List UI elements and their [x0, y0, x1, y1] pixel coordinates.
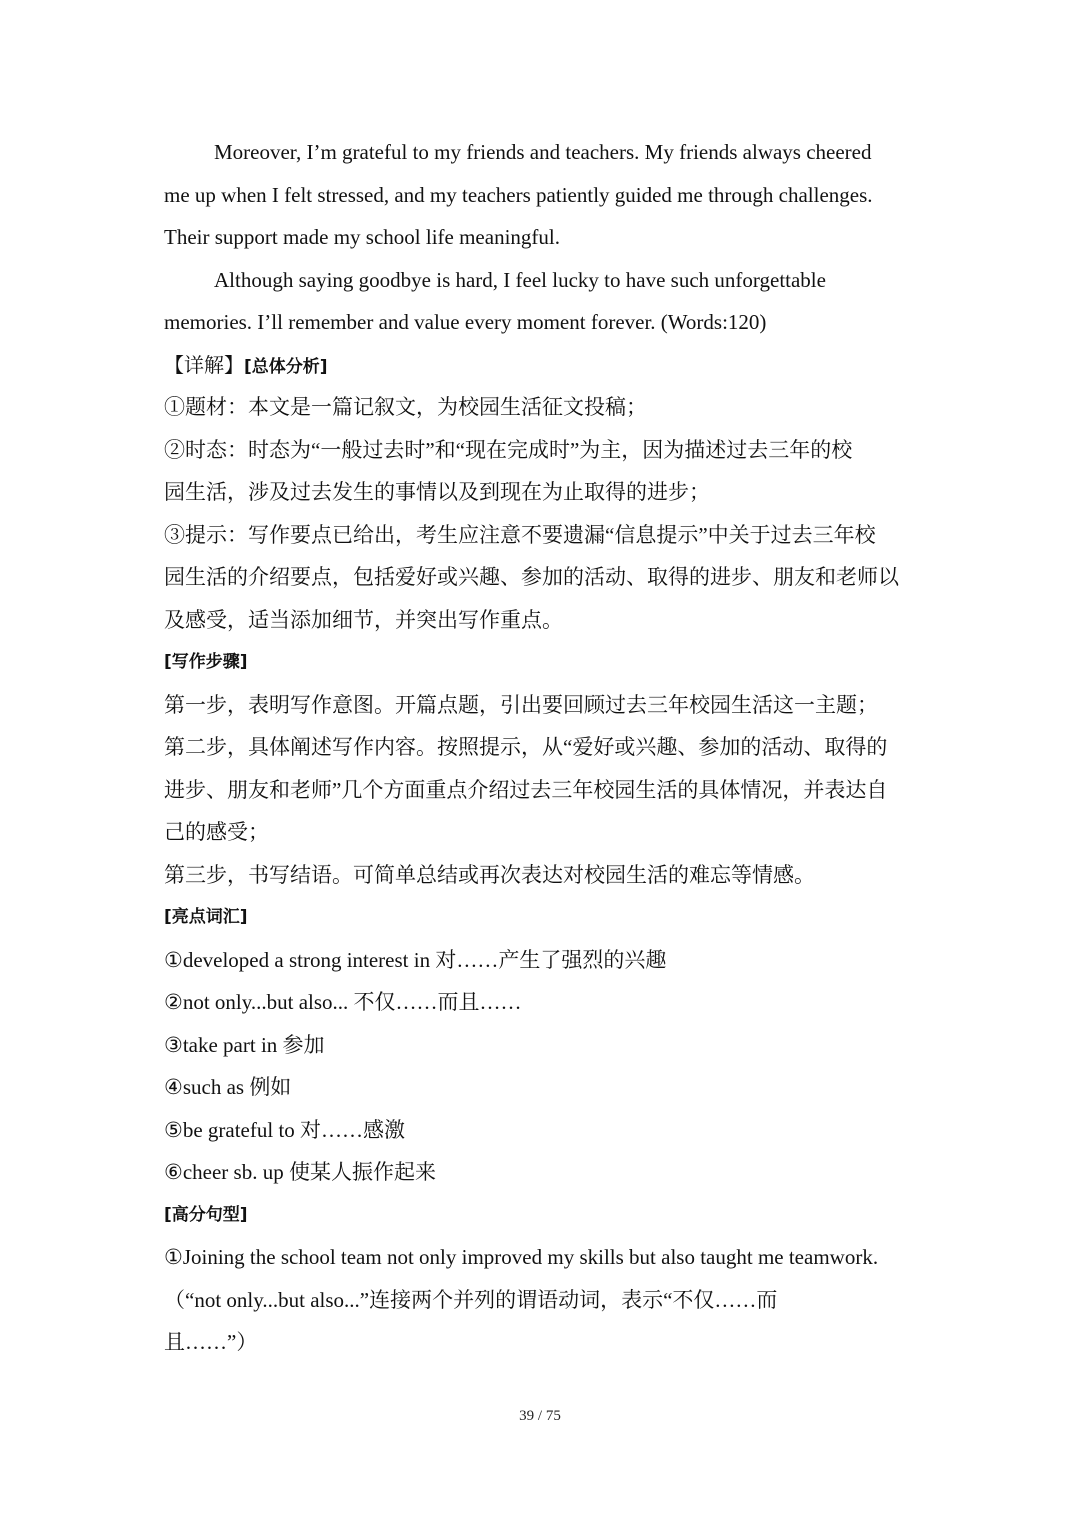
- analysis-item-2-line-2: 园生活，涉及过去发生的事情以及到现在为止取得的进步；: [164, 480, 710, 504]
- high-score-sentences-heading: [高分句型]: [164, 1204, 248, 1225]
- highlight-vocab-heading: [亮点词汇]: [164, 907, 248, 927]
- writing-steps-heading: [写作步骤]: [164, 652, 248, 672]
- detail-label: 【详解】: [164, 352, 244, 377]
- vocab-item-1: ①developed a strong interest in 对……产生了强烈的兴趣: [164, 947, 667, 972]
- analysis-item-3-line-3: 及感受，适当添加细节，并突出写作重点。: [164, 607, 563, 632]
- page-content: [164, 131, 924, 1364]
- analysis-item-1: ①题材：本文是一篇记叙文，为校园生活征文投稿；: [164, 395, 647, 419]
- vocab-item-4: ④such as 例如: [164, 1075, 292, 1099]
- step-2-line-3: 己的感受；: [164, 820, 269, 844]
- analysis-item-2-line-1: ②时态：时态为“一般过去时”和“现在完成时”为主，因为描述过去三年的校: [164, 437, 853, 462]
- page-number: 39 / 75: [519, 1408, 561, 1424]
- sentence-1-line-2: （“not only...but also...”连接两个并列的谓语动词，表示“不仅……而: [164, 1287, 778, 1312]
- step-2-line-1: 第二步，具体阐述写作内容。按照提示，从“爱好或兴趣、参加的活动、取得的: [164, 735, 888, 759]
- essay-paragraph-1-line-3: Their support made my school life meaningful.: [164, 225, 560, 249]
- essay-paragraph-1-line-2: me up when I felt stressed, and my teachers patiently guided me through challenges.: [164, 182, 873, 207]
- analysis-heading-line: [164, 344, 924, 387]
- vocab-item-5: ⑤be grateful to 对……感激: [164, 1117, 406, 1142]
- overall-analysis-heading: [总体分析]: [244, 356, 328, 377]
- analysis-item-3-line-1: ③提示：写作要点已给出，考生应注意不要遗漏“信息提示”中关于过去三年校: [164, 522, 876, 547]
- analysis-item-3-line-2: 园生活的介绍要点，包括爱好或兴趣、参加的活动、取得的进步、朋友和老师以: [164, 565, 899, 589]
- vocab-item-3: ③take part in 参加: [164, 1032, 325, 1057]
- vocab-item-2: ②not only...but also... 不仅……而且……: [164, 990, 522, 1014]
- essay-paragraph-2-line-1: Although saying goodbye is hard, I feel lucky to have such unforgettable: [214, 267, 826, 292]
- sentence-1-line-1: ①Joining the school team not only improved my skills but also taught me teamwork.: [164, 1245, 879, 1269]
- step-2-line-2: 进步、朋友和老师”几个方面重点介绍过去三年校园生活的具体情况，并表达自: [164, 777, 888, 802]
- essay-paragraph-1-line-1: Moreover, I’m grateful to my friends and teachers. My friends always cheered: [214, 140, 872, 164]
- vocab-item-6: ⑥cheer sb. up 使某人振作起来: [164, 1160, 436, 1184]
- step-1: 第一步，表明写作意图。开篇点题，引出要回顾过去三年校园生活这一主题；: [164, 692, 878, 717]
- step-3: 第三步，书写结语。可简单总结或再次表达对校园生活的难忘等情感。: [164, 862, 815, 887]
- essay-paragraph-2-line-2: memories. I’ll remember and value every moment forever. (Words:120): [164, 310, 767, 334]
- sentence-1-line-3: 且……”）: [164, 1330, 258, 1354]
